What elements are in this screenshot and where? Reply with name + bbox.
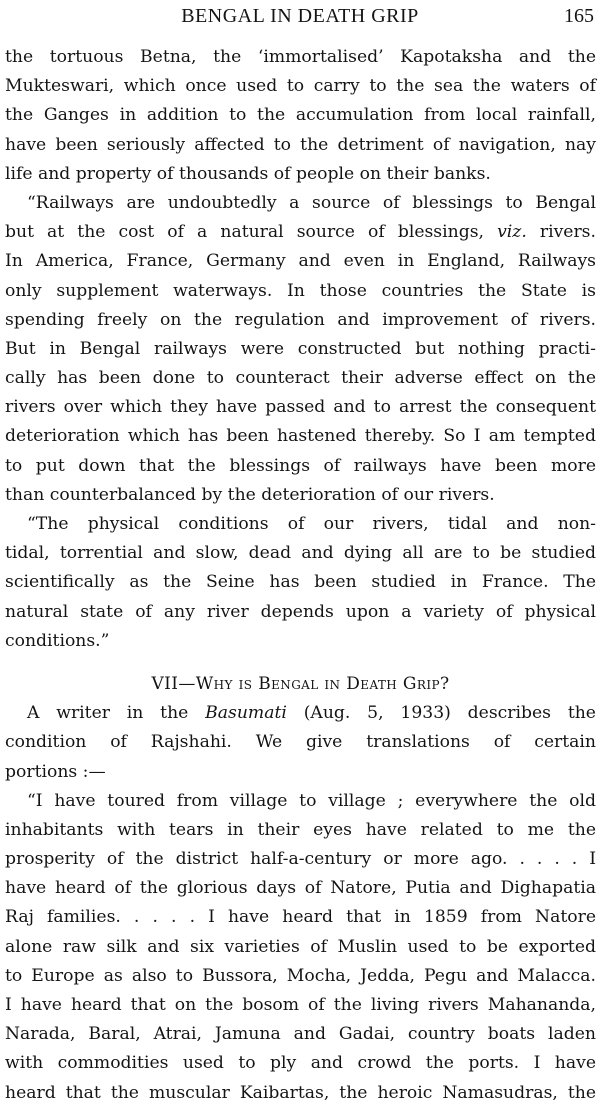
- text-line: alone raw silk and six varieties of Muslin used to be exported: [5, 936, 596, 957]
- text-line: Raj families. . . . . I have heard that in 1859 from Natore: [5, 907, 596, 928]
- running-title: BENGAL IN DEATH GRIP: [181, 5, 419, 27]
- body-text: [5, 43, 596, 1108]
- text-run: rivers.: [539, 222, 596, 243]
- text-run: A writer in the: [27, 703, 189, 724]
- text-line: heard that the muscular Kaibartas, the heroic Namasudras, the: [5, 1082, 596, 1103]
- section-spacer: [5, 656, 596, 670]
- text-line: I have heard that on the bosom of the living rivers Mahananda,: [5, 995, 596, 1015]
- text-line: [5, 218, 596, 247]
- page-number: 165: [564, 5, 594, 27]
- text-line: “Railways are undoubtedly a source of blessings to Bengal: [27, 192, 596, 213]
- text-line: only supplement waterways. In those countries the State is: [5, 280, 596, 301]
- text-line: have heard of the glorious days of Natore, Putia and Dighapatia: [5, 878, 596, 899]
- text-line: the tortuous Betna, the ‘immortalised’ Kapotaksha and the: [5, 47, 596, 67]
- text-line: Narada, Baral, Atrai, Jamuna and Gadai, country boats laden: [5, 1024, 596, 1045]
- text-line: to put down that the blessings of railways have been more: [5, 455, 596, 476]
- text-line: conditions.”: [5, 630, 110, 651]
- italic-abbreviation: viz.: [497, 222, 527, 243]
- running-head: [0, 2, 600, 32]
- text-run: but at the cost of a natural source of blessings,: [5, 222, 484, 243]
- text-line: to Europe as also to Bussora, Mocha, Jedda, Pegu and Malacca.: [5, 965, 596, 986]
- text-line: prosperity of the district half-a-century or more ago. . . . . I: [5, 849, 596, 870]
- text-line: portions :—: [5, 761, 106, 782]
- text-line: spending freely on the regulation and improvement of rivers.: [5, 309, 596, 330]
- text-line: deterioration which has been hastened thereby. So I am tempted: [5, 426, 596, 447]
- text-line: life and property of thousands of people on their banks.: [5, 163, 491, 184]
- text-line: Mukteswari, which once used to carry to the sea the waters of: [5, 76, 596, 97]
- text-run: (Aug. 5, 1933) describes the: [303, 703, 596, 724]
- text-line: have been seriously affected to the detriment of navigation, nay: [5, 134, 596, 155]
- text-line: rivers over which they have passed and to arrest the consequent: [5, 397, 596, 418]
- text-line: scientifically as the Seine has been studied in France. The: [5, 572, 596, 593]
- text-line: [5, 699, 596, 728]
- section-heading-text: VII—Why is Bengal in Death Grip?: [151, 673, 450, 694]
- text-line: “The physical conditions of our rivers, tidal and non-: [27, 514, 596, 534]
- text-line: “I have toured from village to village ; everywhere the old: [27, 790, 596, 811]
- text-line: than counterbalanced by the deterioration of our rivers.: [5, 484, 495, 505]
- section-heading: [5, 670, 596, 699]
- text-line: natural state of any river depends upon a variety of physical: [5, 601, 596, 622]
- text-line: But in Bengal railways were constructed but nothing practi-: [5, 338, 596, 359]
- text-line: the Ganges in addition to the accumulation from local rainfall,: [5, 105, 596, 126]
- text-line: with commodities used to ply and crowd the ports. I have: [5, 1053, 596, 1074]
- text-line: In America, France, Germany and even in England, Railways: [5, 251, 596, 272]
- text-line: tidal, torrential and slow, dead and dying all are to be studied: [5, 543, 596, 564]
- text-line: inhabitants with tears in their eyes have related to me the: [5, 819, 596, 840]
- italic-publication-title: Basumati: [205, 703, 287, 724]
- text-line: condition of Rajshahi. We give translations of certain: [5, 732, 596, 753]
- text-line: cally has been done to counteract their adverse effect on the: [5, 368, 596, 389]
